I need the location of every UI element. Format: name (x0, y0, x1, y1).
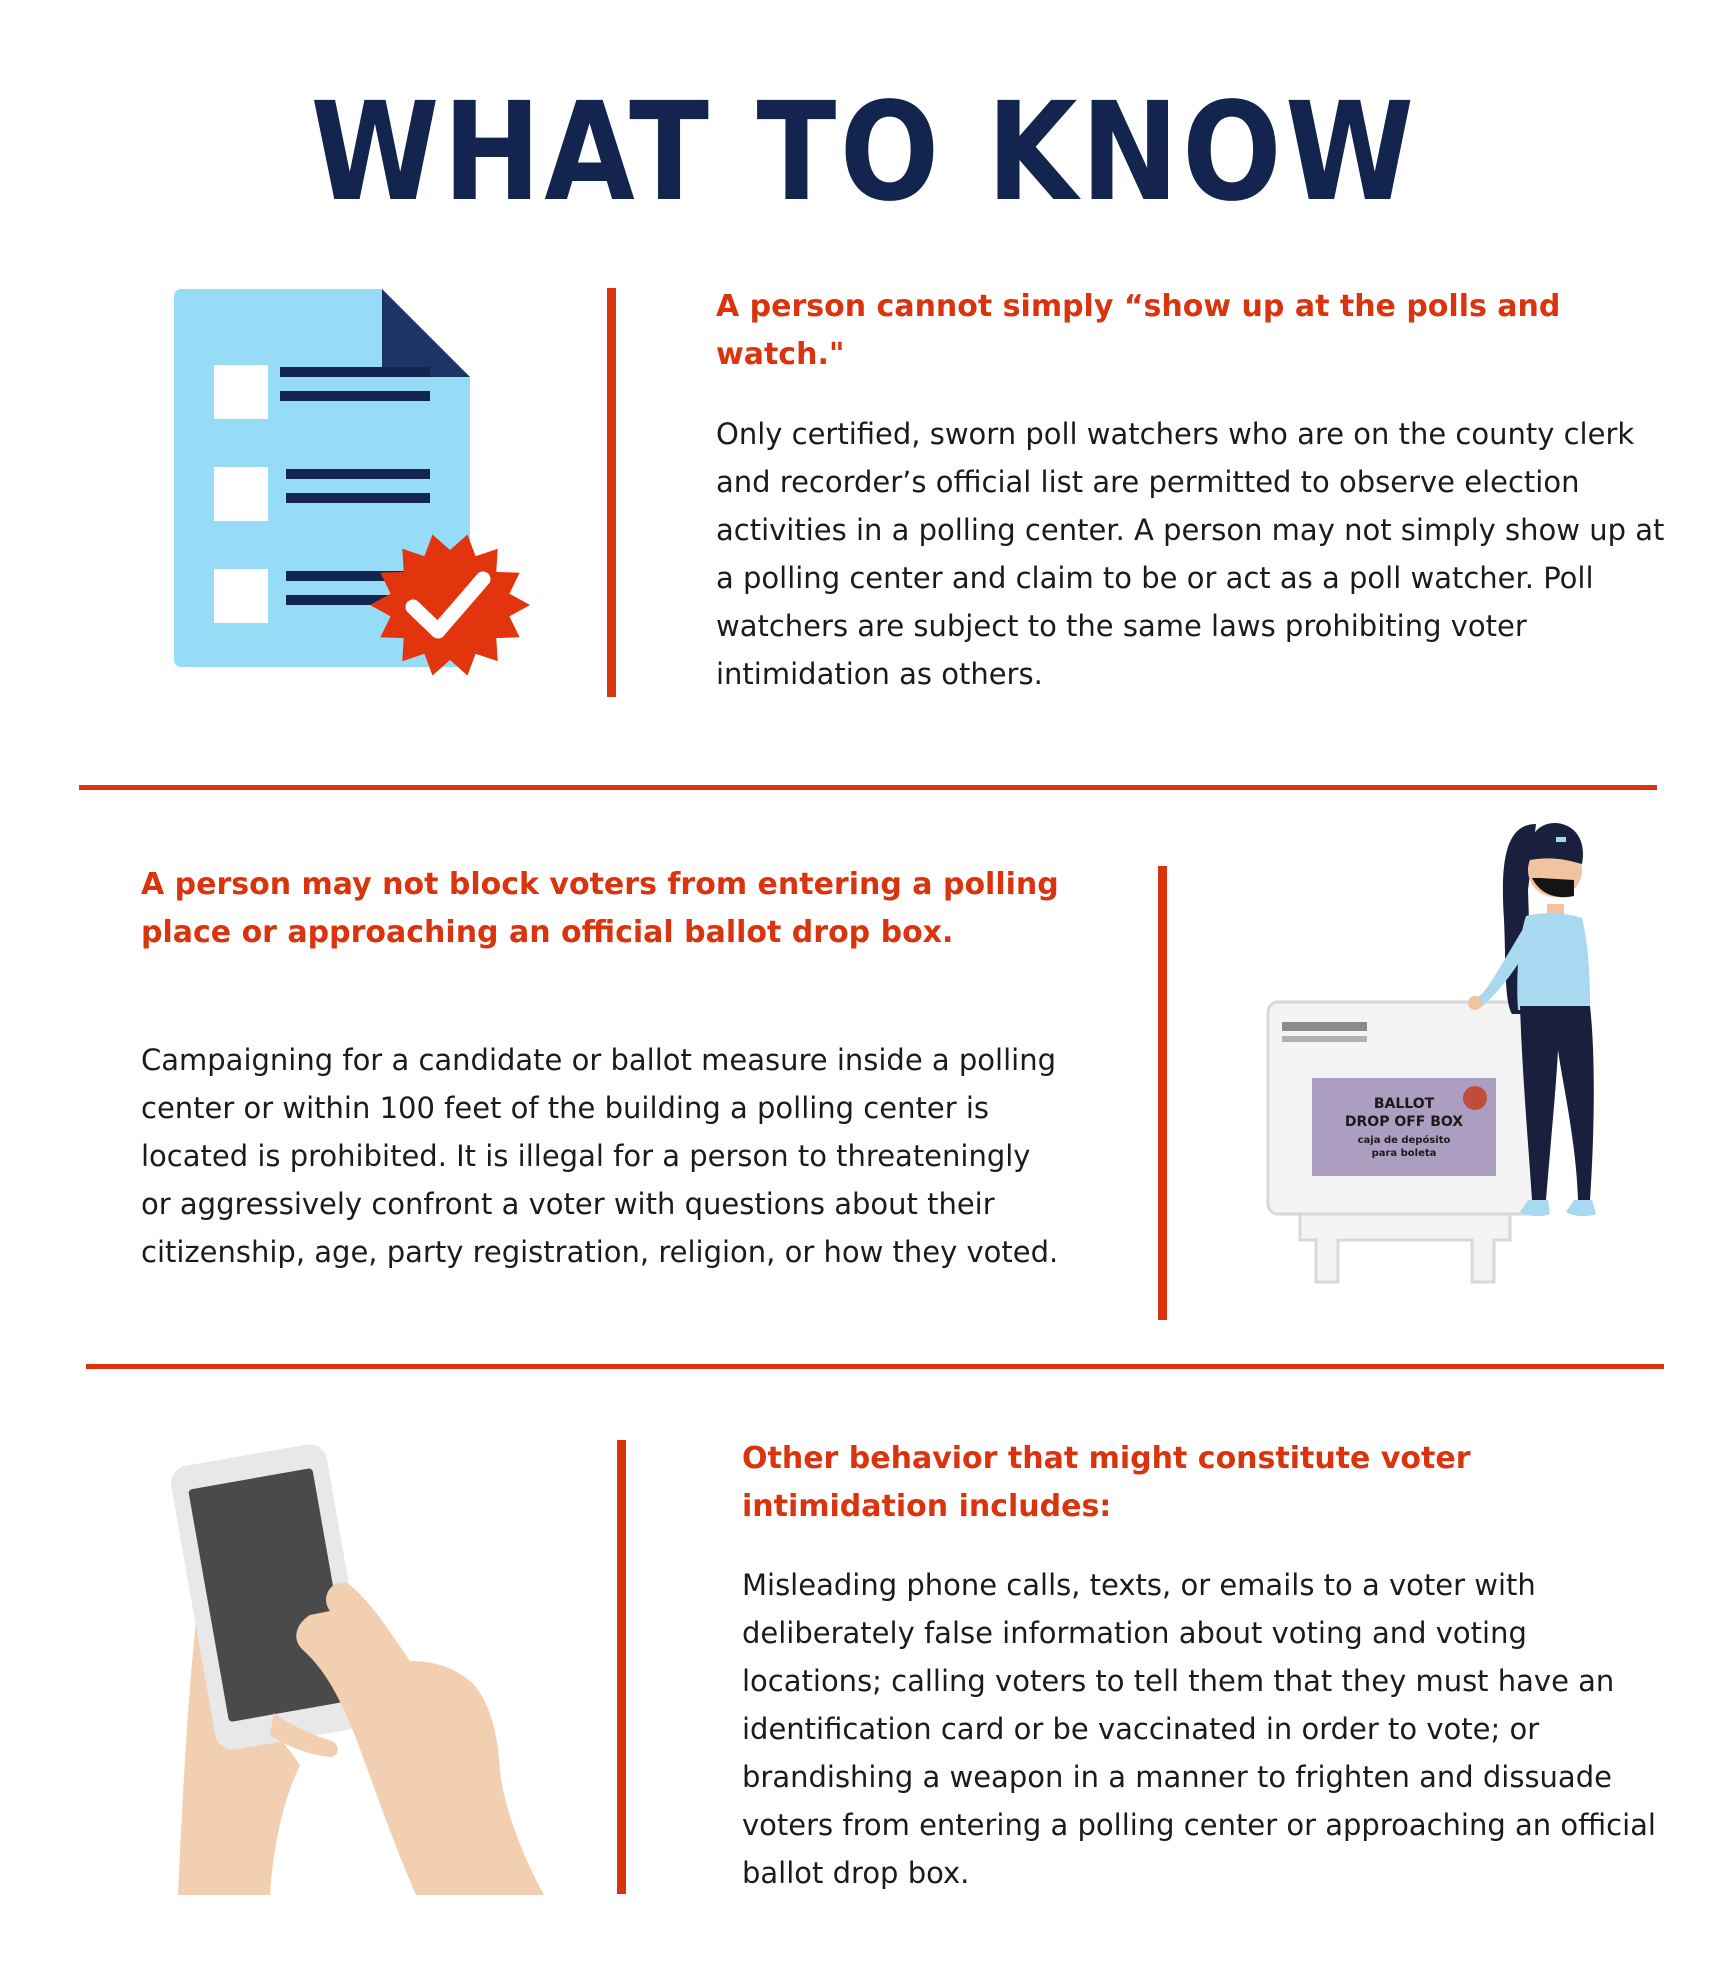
section-separator-1 (79, 785, 1657, 790)
checklist-document-icon (170, 285, 540, 705)
section-2-body: Campaigning for a candidate or ballot measure inside a polling center or within 100 feet of the building a polling center is located is prohibited. It is illegal for a person to threateningly or aggressively confront a voter with questions about their citizenship, age, party registration, religion, or how they voted. (141, 1043, 1059, 1269)
section-separator-2 (86, 1364, 1664, 1369)
section-1-heading: A person cannot simply “show up at the polls and watch." (716, 289, 1561, 372)
section-1-body: Only certified, sworn poll watchers who are on the county clerk and recorder’s official list are permitted to observe election activities in a polling center. A person may not simply show up at a polling center and claim to be or act as a poll watcher. Poll watchers are subject to the same laws prohibiting voter intimidation as others. (716, 417, 1665, 691)
section-3-divider (617, 1440, 626, 1894)
section-2-heading: A person may not block voters from entering a polling place or approaching an official ballot drop box. (141, 867, 1059, 950)
section-3-heading: Other behavior that might constitute voter intimidation includes: (742, 1441, 1471, 1524)
section-1-divider (607, 288, 616, 697)
box-label-spanish-2: para boleta (1371, 1148, 1437, 1159)
ballot-drop-box-illustration (1260, 800, 1650, 1300)
section-2-divider (1158, 866, 1167, 1320)
box-label-ballot: BALLOT (1373, 1096, 1435, 1112)
section-3-body: Misleading phone calls, texts, or emails to a voter with deliberately false information about voting and voting locations; calling voters to tell them that they must have an identification card or be vaccinated in order to vote; or brandishing a weapon in a manner to frighten and dissuade voters from entering a polling center or approaching an official ballot drop box. (742, 1568, 1656, 1890)
box-label-drop-off: DROP OFF BOX (1344, 1114, 1464, 1130)
box-label-spanish-1: caja de depósito (1357, 1135, 1451, 1146)
smartphone-hands-icon (170, 1435, 570, 1895)
page-title: WHAT TO KNOW (310, 74, 1418, 232)
